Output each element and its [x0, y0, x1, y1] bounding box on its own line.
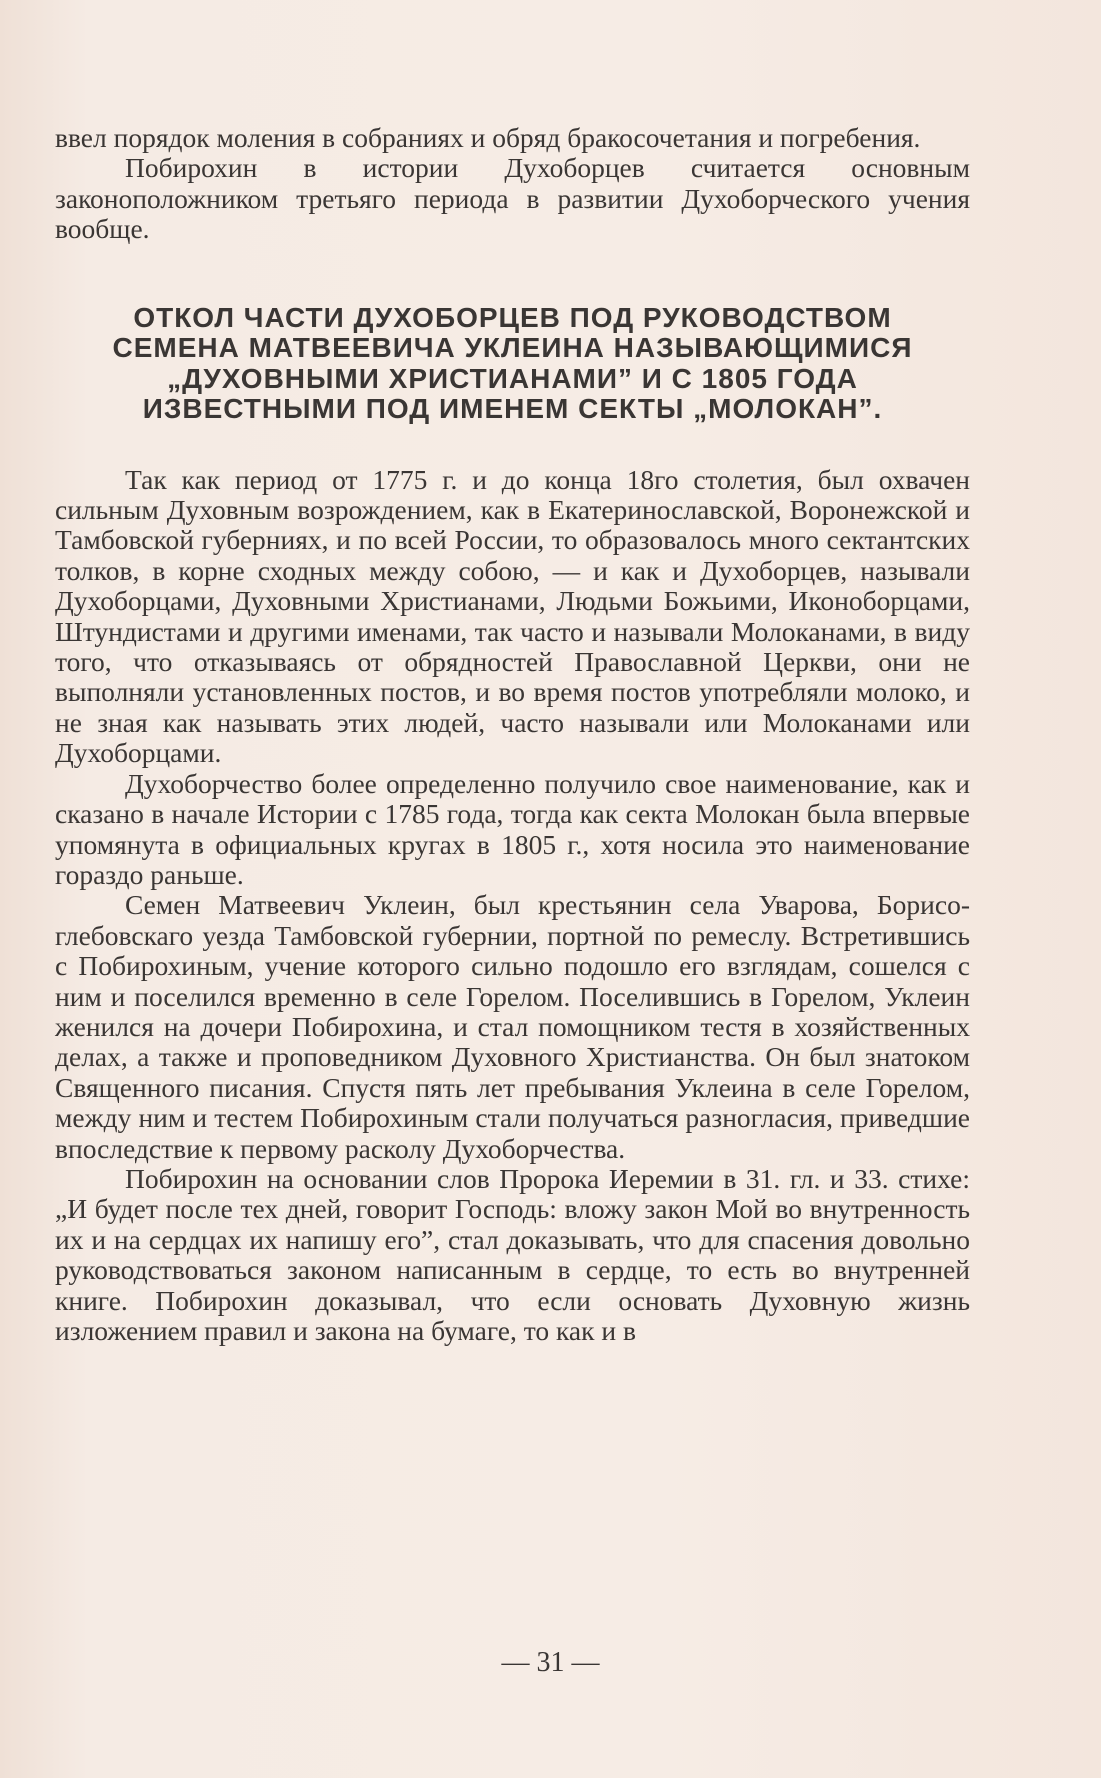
section-heading	[55, 303, 970, 425]
body-paragraph-4: Побирохин на основании слов Пророка Иеремии в 31. гл. и 33. стихе: „И будет после тех дней, говорит Господь: вложу закон Мой во внутренность их и на сердцах их напишу его”, стал доказывать, что для спасения довольно руководствоваться законом написанным в сердце, то есть во внутренней книге. Побирохин доказывал, что если основать Духовную жизнь изложением правил и закона на бумаге, то как и в	[55, 1162, 970, 1346]
heading-line-3: „ДУХОВНЫМИ ХРИСТИАНАМИ” И С 1805 ГОДА	[167, 362, 858, 394]
body-paragraph-1: Так как период от 1775 г. и до конца 18го столетия, был охвачен сильным Духовным возрождением, как в Екатеринославской, Воронежской и Тамбовской губерниях, и по всей России, то образовалось много сектантских толков, в корне сходных между собою, — и как и Духоборцев, называли Духоборцами, Духовными Христианами, Людьми Божьими, Иконоборцами, Штундистами и другими именами, так часто и называли Молоканами, в виду того, что отказываясь от обрядностей Православной Церкви, они не выполняли установленных постов, и во время постов употребляли молоко, и не зная как называть этих людей, часто называли или Молоканами или Духоборцами.	[55, 463, 970, 769]
heading-line-1: ОТКОЛ ЧАСТИ ДУХОБОРЦЕВ ПОД РУКОВОДСТВОМ	[133, 301, 892, 333]
intro-paragraph-2: Побирохин в истории Духоборцев считается основным законоположником третьяго периода в развитии Духоборческого учения вообще.	[55, 152, 970, 245]
heading-line-4: ИЗВЕСТНЫМИ ПОД ИМЕНЕМ СЕКТЫ „МОЛОКАН”.	[142, 393, 883, 425]
body-paragraph-3: Семен Матвеевич Уклеин, был крестьянин села Уварова, Борисо-глебовскаго уезда Тамбовской губернии, портной по ремеслу. Встретившись с Побирохиным, учение которого сильно подошло его взглядам, сошелся с ним и поселился временно в селе Горелом. Поселившись в Горелом, Уклеин женился на дочери Побирохина, и стал помощником тестя в хозяйственных делах, а также и проповедником Духовного Христианства. Он был знатоком Священного писания. Спустя пять лет пребывания Уклеина в селе Горелом, между ним и тестем Побирохиным стали получаться разногласия, приведшие впоследствие к первому расколу Духоборчества.	[55, 889, 970, 1164]
page-body	[55, 123, 970, 1346]
body-paragraph-2: Духоборчество более определенно получило свое наименование, как и сказано в начале Истории с 1785 года, тогда как секта Молокан была впервые упомянута в официальных кругах в 1805 г., хотя носила это наименование гораздо раньше.	[55, 767, 970, 890]
intro-paragraph-1: ввел порядок моления в собраниях и обряд бракосочетания и погребения.	[55, 122, 921, 153]
page-number: — 31 —	[501, 1647, 600, 1678]
heading-line-2: СЕМЕНА МАТВЕЕВИЧА УКЛЕИНА НАЗЫВАЮЩИМИСЯ	[112, 332, 913, 364]
